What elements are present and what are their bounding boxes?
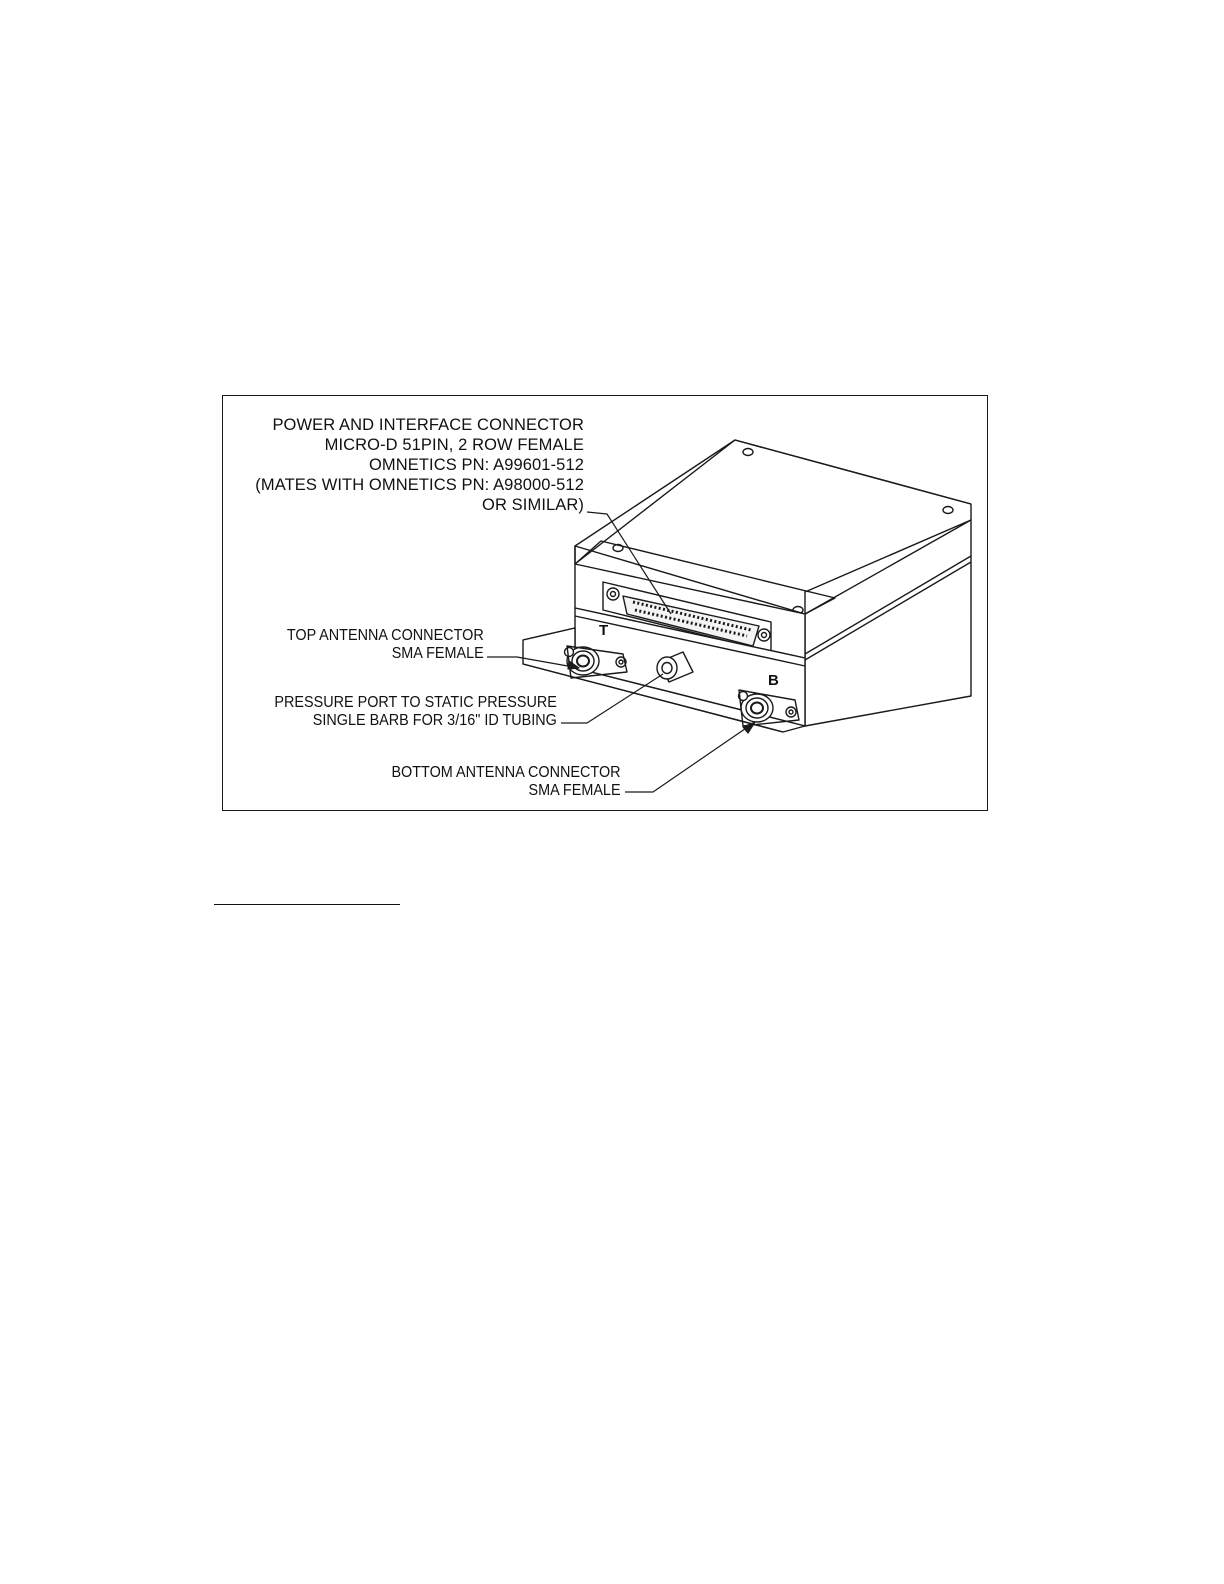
callout-power-connector (255, 415, 584, 515)
port-mark-bottom: B (768, 672, 779, 689)
callout-top-antenna (287, 627, 484, 663)
callout-pressure-port (275, 694, 557, 730)
leader-bottom-antenna (625, 722, 755, 792)
callout-line: POWER AND INTERFACE CONNECTOR (272, 416, 584, 434)
callout-line: OR SIMILAR) (482, 496, 584, 514)
callout-line: BOTTOM ANTENNA CONNECTOR (391, 764, 621, 781)
callout-line: MICRO-D 51PIN, 2 ROW FEMALE (324, 436, 584, 454)
callout-line: SINGLE BARB FOR 3/16" ID TUBING (312, 712, 557, 729)
callout-line: PRESSURE PORT TO STATIC PRESSURE (274, 694, 557, 711)
callout-line: TOP ANTENNA CONNECTOR (287, 627, 484, 644)
callout-line: SMA FEMALE (528, 782, 621, 799)
port-mark-top: T (599, 622, 609, 639)
jackscrew-left (607, 588, 619, 600)
callout-line: OMNETICS PN: A99601-512 (368, 456, 584, 474)
callout-bottom-antenna (392, 764, 621, 800)
callout-line: SMA FEMALE (391, 645, 484, 662)
section-underline-rule (214, 904, 400, 905)
callout-line: (MATES WITH OMNETICS PN: A98000-512 (255, 476, 584, 494)
jackscrew-right (758, 629, 770, 641)
connector-diagram-frame (222, 395, 988, 811)
